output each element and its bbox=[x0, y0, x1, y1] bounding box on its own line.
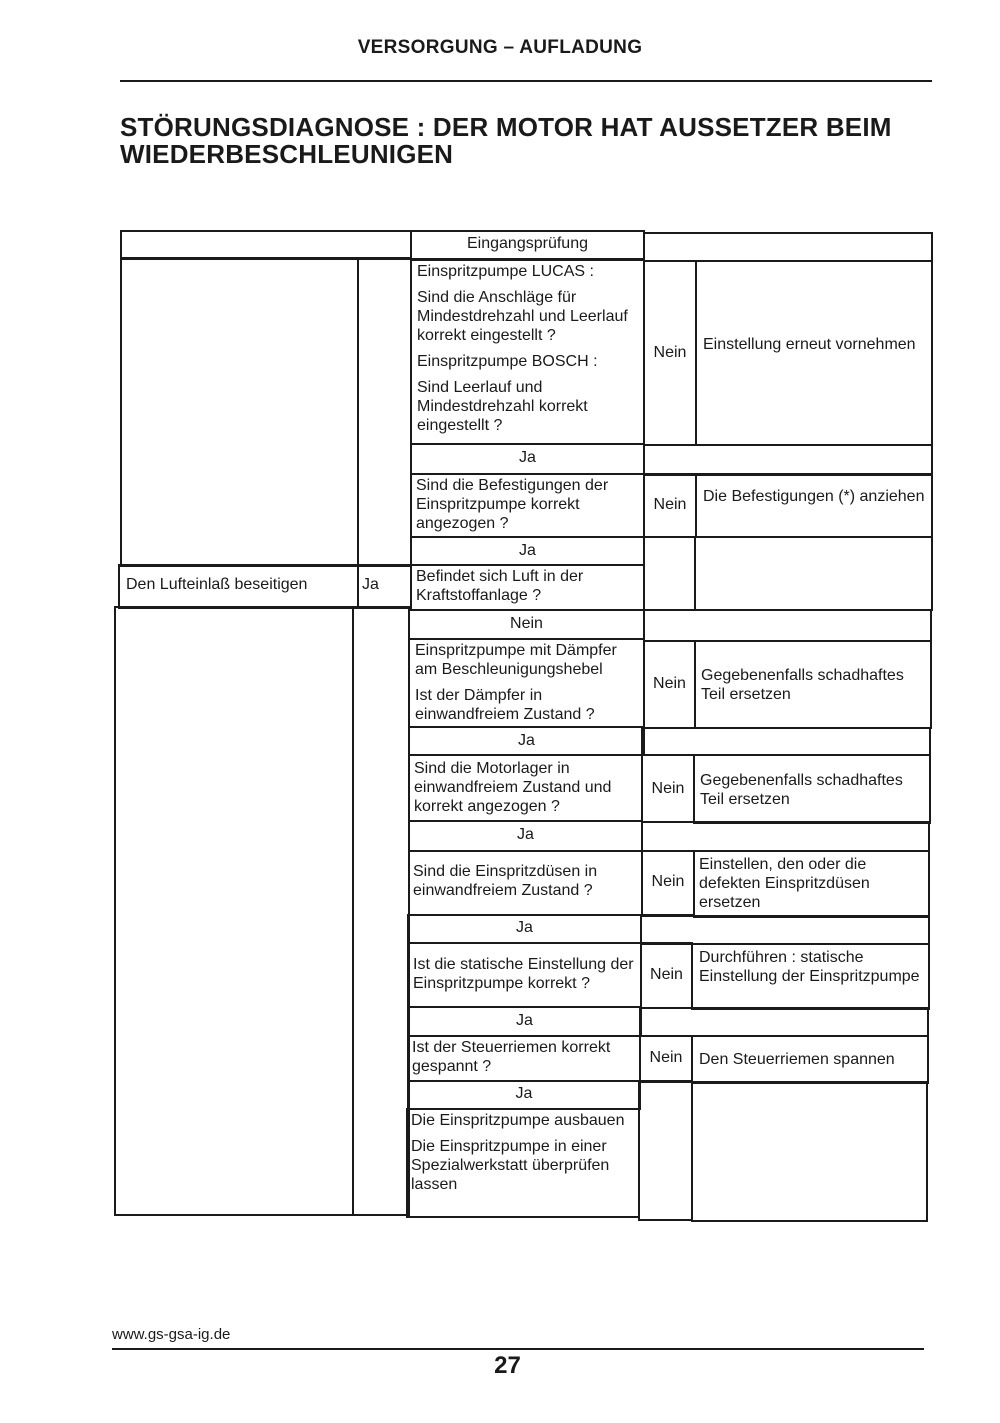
q7-action: Durchführen : statische Einstellung der Einspritzpumpe bbox=[699, 949, 920, 985]
footer-url: www.gs-gsa-ig.de bbox=[112, 1326, 231, 1343]
ja2-label: Ja bbox=[519, 542, 536, 559]
right-ja4-box bbox=[641, 727, 931, 756]
right-ja6-box bbox=[640, 915, 930, 945]
q1-action: Einstellung erneut vornehmen bbox=[703, 336, 916, 353]
page-number: 27 bbox=[494, 1352, 521, 1379]
q4-text: Einspritzpumpe mit Dämpfer am Beschleunigungshebel Ist der Dämpfer in einwandfreiem Zustand ? bbox=[415, 642, 617, 723]
ja6-label: Ja bbox=[516, 919, 533, 936]
q7-no: Nein bbox=[650, 966, 683, 983]
q8-no: Nein bbox=[649, 1049, 683, 1066]
right-ja7-box bbox=[639, 1007, 929, 1037]
header-empty-right bbox=[643, 232, 933, 262]
q8-action: Den Steuerriemen spannen bbox=[699, 1051, 895, 1068]
q2-text: Sind die Befestigungen der Einspritzpumpe korrekt angezogen ? bbox=[416, 477, 609, 532]
q2-no: Nein bbox=[653, 496, 687, 513]
q2-action: Die Befestigungen (*) anziehen bbox=[703, 488, 925, 505]
header-empty-left bbox=[120, 230, 412, 260]
q6-no: Nein bbox=[651, 873, 685, 890]
footer-rule bbox=[112, 1348, 924, 1350]
q3-text: Befindet sich Luft in der Kraftstoffanlage ? bbox=[416, 568, 584, 604]
page-title-line-2: WIEDERBESCHLEUNIGEN bbox=[120, 139, 454, 169]
ja1-label: Ja bbox=[519, 449, 536, 466]
section-header: VERSORGUNG – AUFLADUNG bbox=[357, 37, 643, 58]
q5-text: Sind die Motorlager in einwandfreiem Zustand und korrekt angezogen ? bbox=[414, 760, 612, 815]
q3-yes: Ja bbox=[362, 576, 379, 593]
q6-action: Einstellen, den oder die defekten Einspritzdüsen ersetzen bbox=[699, 856, 870, 911]
final-action-text: Die Einspritzpumpe ausbauen Die Einspritzpumpe in einer Spezialwerkstatt überprüfen lassen bbox=[411, 1112, 625, 1193]
q1-text: Einspritzpumpe LUCAS : Sind die Anschläge für Mindestdrehzahl und Leerlauf korrekt eingestellt ? Einspritzpumpe BOSCH : Sind Leerlauf und Mindestdrehzahl korrekt eingestellt ? bbox=[417, 263, 628, 434]
right-gap2-box bbox=[643, 536, 696, 611]
q6-text: Sind die Einspritzdüsen in einwandfreiem Zustand ? bbox=[413, 863, 598, 899]
header-rule bbox=[120, 80, 932, 82]
page-title bbox=[120, 114, 940, 168]
page-title-line-1: STÖRUNGSDIAGNOSE : DER MOTOR HAT AUSSETZER BEIM bbox=[120, 112, 892, 142]
right-nein3-box bbox=[643, 609, 932, 642]
entry-check-label: Eingangsprüfung bbox=[467, 235, 588, 252]
q4-action: Gegebenenfalls schadhaftes Teil ersetzen bbox=[701, 667, 904, 703]
left-column-upper bbox=[120, 257, 412, 567]
nein3-label: Nein bbox=[510, 615, 543, 632]
ja5-label: Ja bbox=[517, 826, 534, 843]
right-final-gap-box bbox=[638, 1081, 693, 1221]
ja8-label: Ja bbox=[515, 1085, 533, 1102]
q1-no: Nein bbox=[653, 344, 687, 361]
q7-text: Ist die statische Einstellung der Einspritzpumpe korrekt ? bbox=[413, 956, 634, 992]
q5-no: Nein bbox=[651, 780, 685, 797]
ja7-label: Ja bbox=[516, 1012, 533, 1029]
left-column-lower bbox=[114, 606, 410, 1216]
q4-no: Nein bbox=[653, 675, 686, 692]
ja4-label: Ja bbox=[518, 732, 535, 749]
q3-left-action: Den Lufteinlaß beseitigen bbox=[126, 576, 308, 593]
right-ja5-box bbox=[641, 821, 930, 852]
q5-action: Gegebenenfalls schadhaftes Teil ersetzen bbox=[700, 772, 903, 808]
right-ja1-box bbox=[643, 444, 933, 475]
right-final-box bbox=[691, 1081, 928, 1222]
action2-box bbox=[695, 474, 933, 538]
right-q3-box bbox=[694, 536, 933, 611]
q8-text: Ist der Steuerriemen korrekt gespannt ? bbox=[412, 1039, 611, 1075]
